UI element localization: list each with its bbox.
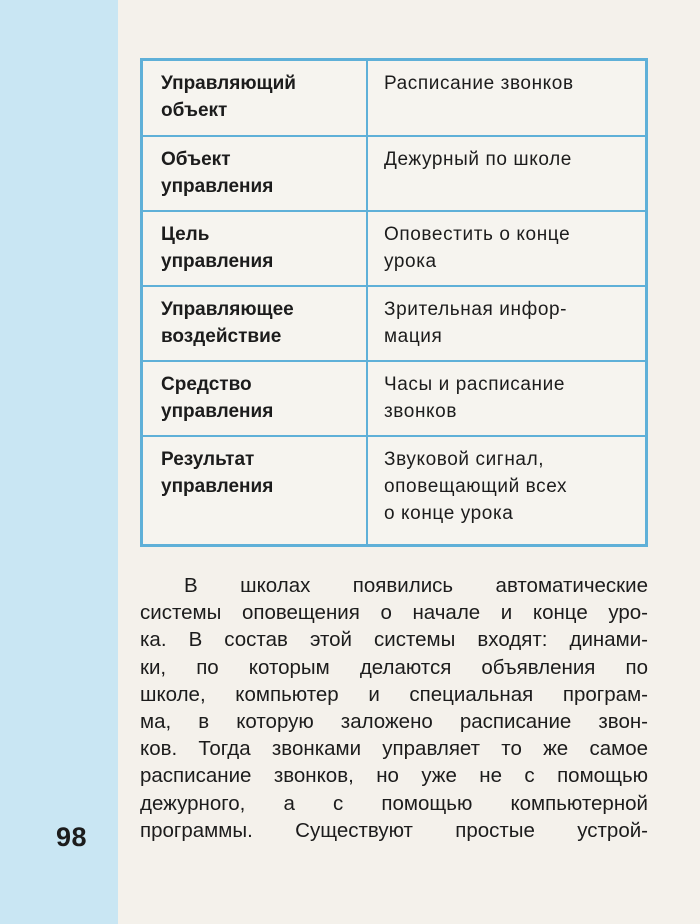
term-cell <box>143 436 367 544</box>
value-cell <box>367 61 645 136</box>
term-line: объект <box>161 100 228 121</box>
control-system-table <box>140 58 648 547</box>
term-line: Объект <box>161 149 231 170</box>
value-line: оповещающий всех <box>384 476 568 497</box>
table-row <box>143 211 645 286</box>
term-line: управления <box>161 251 274 272</box>
table <box>143 61 645 544</box>
paragraph-line: В школах появились автоматические <box>184 574 648 597</box>
paragraph-line: расписание звонков, но уже не с помощью <box>140 764 648 788</box>
term-cell <box>143 211 367 286</box>
paragraph-line: ма, в которую заложено расписание звон- <box>140 709 648 733</box>
table-row <box>143 61 645 136</box>
value-line: звонков <box>384 401 458 422</box>
term-cell <box>143 361 367 436</box>
value-cell <box>367 436 645 544</box>
term-line: Средство <box>161 374 252 395</box>
paragraph-line: дежурного, а с помощью компьютерной <box>140 791 648 815</box>
value-cell <box>367 136 645 211</box>
paragraph-line: программы. Существуют простые устрой- <box>140 818 648 842</box>
term-line: управления <box>161 476 274 497</box>
value-line: Дежурный по школе <box>384 149 572 170</box>
term-cell <box>143 136 367 211</box>
term-line: управления <box>161 401 274 422</box>
table-row <box>143 136 645 211</box>
paragraph-line: ка. В состав этой системы входят: динами- <box>140 628 648 652</box>
value-cell <box>367 211 645 286</box>
value-line: мация <box>384 326 443 347</box>
term-line: Цель <box>161 224 210 245</box>
value-line: Звуковой сигнал, <box>384 449 545 470</box>
term-line: Результат <box>161 449 255 470</box>
term-line: управления <box>161 176 274 197</box>
term-line: воздействие <box>161 326 282 347</box>
value-line: о конце урока <box>384 503 514 524</box>
page-number: 98 <box>56 822 88 852</box>
table-row <box>143 361 645 436</box>
paragraph-line: ки, по которым делаются объявления по <box>140 655 648 679</box>
page-margin-strip <box>0 0 118 924</box>
value-line: Расписание звонков <box>384 73 574 94</box>
table-row <box>143 436 645 544</box>
value-line: Зрительная инфор- <box>384 299 568 320</box>
value-line: Часы и расписание <box>384 374 566 395</box>
value-line: Оповестить о конце <box>384 224 571 245</box>
body-paragraph <box>140 572 648 844</box>
value-cell <box>367 286 645 361</box>
term-line: Управляющее <box>161 299 294 320</box>
table-row <box>143 286 645 361</box>
paragraph-line: системы оповещения о начале и конце уро- <box>140 601 648 625</box>
value-line: урока <box>384 251 437 272</box>
paragraph-line: ков. Тогда звонками управляет то же самое <box>140 737 648 761</box>
paragraph-line: школе, компьютер и специальная програм- <box>140 682 648 706</box>
term-line: Управляющий <box>161 73 296 94</box>
value-cell <box>367 361 645 436</box>
term-cell <box>143 61 367 136</box>
term-cell <box>143 286 367 361</box>
